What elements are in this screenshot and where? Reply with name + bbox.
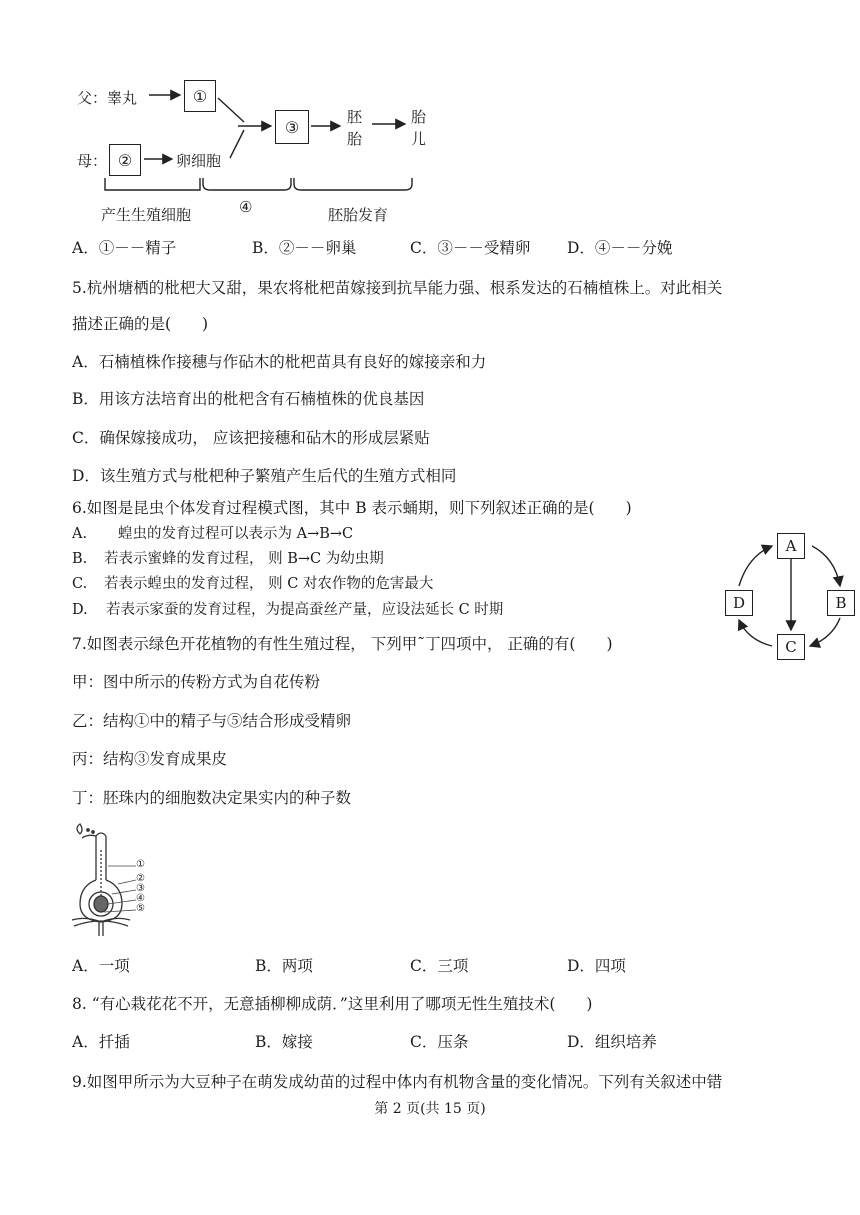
fig-label-5: ⑤ xyxy=(136,903,145,914)
stage-a-box: A xyxy=(777,533,805,559)
fig-label-2: ② xyxy=(136,873,145,884)
q8-option-a: A．扦插 xyxy=(72,1033,130,1051)
q7-option-a: A．一项 xyxy=(72,957,130,975)
q6-option-a-text: 蝗虫的发育过程可以表示为 A→B→C xyxy=(118,526,354,542)
fig-label-1: ① xyxy=(136,859,145,870)
q4-option-a: A．①－－精子 xyxy=(72,239,177,257)
page-footer: 第 2 页(共 15 页) xyxy=(374,1101,486,1117)
q4-option-d: D．④－－分娩 xyxy=(567,239,673,257)
box-1: ① xyxy=(184,80,216,112)
stage-embryo-development: 胚胎发育 xyxy=(328,206,389,224)
stage-d-box: D xyxy=(725,590,753,616)
q7-stem: 7.如图表示绿色开花植物的有性生殖过程， 下列甲˜丁四项中， 正确的有( ) xyxy=(72,635,613,653)
q7-option-c: C．三项 xyxy=(410,957,469,975)
stage-produce-cells: 产生生殖细胞 xyxy=(101,206,192,224)
q7-option-b: B．两项 xyxy=(255,957,313,975)
q7-option-d: D．四项 xyxy=(567,957,626,975)
q5-option-b: B．用该方法培育出的枇杷含有石楠植株的优良基因 xyxy=(72,390,425,408)
q4-option-c: C．③－－受精卵 xyxy=(410,239,531,257)
fetus-label-bottom: 儿 xyxy=(411,130,427,148)
q8-option-b: B．嫁接 xyxy=(255,1033,313,1051)
flower-pistil-figure xyxy=(66,820,156,938)
q8-option-d: D．组织培养 xyxy=(567,1033,657,1051)
embryo-label-top: 胚 xyxy=(347,108,363,126)
q5-stem-line1: 5.杭州塘栖的枇杷大又甜，果农将枇杷苗嫁接到抗旱能力强、根系发达的石楠植株上。对此相关 xyxy=(72,279,723,297)
q5-option-c: C．确保嫁接成功， 应该把接穗和砧木的形成层紧贴 xyxy=(72,429,430,447)
q7-item-ding: 丁：胚珠内的细胞数决定果实内的种子数 xyxy=(72,789,352,807)
q6-stem: 6.如图是昆虫个体发育过程模式图，其中 B 表示蛹期，则下列叙述正确的是( ) xyxy=(72,499,632,517)
reproduction-flow-diagram xyxy=(60,70,460,230)
mother-label: 母： xyxy=(77,152,108,170)
q7-item-yi: 乙：结构①中的精子与⑤结合形成受精卵 xyxy=(72,712,352,730)
insect-lifecycle-diagram xyxy=(720,528,860,668)
q6-option-c-letter: C. xyxy=(72,576,88,592)
fig-label-3: ③ xyxy=(136,883,145,894)
father-label: 父：睾丸 xyxy=(77,89,138,107)
q4-option-b: B．②－－卵巢 xyxy=(252,239,357,257)
stage-c-box: C xyxy=(777,634,805,660)
q7-item-jia: 甲：图中所示的传粉方式为自花传粉 xyxy=(72,673,321,691)
q6-option-b-letter: B. xyxy=(72,551,88,567)
box-3: ③ xyxy=(275,110,309,144)
q6-option-d-text: 若表示家蚕的发育过程，为提高蚕丝产量，应设法延长 C 时期 xyxy=(106,602,504,618)
q6-option-b-text: 若表示蜜蜂的发育过程， 则 B→C 为幼虫期 xyxy=(104,551,384,567)
q6-option-a-letter: A. xyxy=(72,526,88,542)
egg-cell-label: 卵细胞 xyxy=(176,152,222,170)
embryo-label-bottom: 胎 xyxy=(347,130,363,148)
q8-stem: 8. “有心栽花花不开，无意插柳柳成荫．”这里利用了哪项无性生殖技术( ) xyxy=(72,995,593,1013)
q5-stem-line2: 描述正确的是( ) xyxy=(72,315,209,333)
fig-label-4: ④ xyxy=(136,893,145,904)
flow-arrows xyxy=(60,70,460,230)
box-2: ② xyxy=(109,144,141,176)
q8-option-c: C．压条 xyxy=(410,1033,469,1051)
stage-4: ④ xyxy=(239,198,253,216)
q6-option-c-text: 若表示蝗虫的发育过程， 则 C 对农作物的危害最大 xyxy=(104,576,434,592)
q5-option-d: D．该生殖方式与枇杷种子繁殖产生后代的生殖方式相同 xyxy=(72,467,457,485)
q6-option-d-letter: D. xyxy=(72,602,88,618)
q9-stem: 9.如图甲所示为大豆种子在萌发成幼苗的过程中体内有机物含量的变化情况。下列有关叙述中错 xyxy=(72,1073,723,1091)
q7-item-bing: 丙：结构③发育成果皮 xyxy=(72,750,228,768)
q5-option-a: A．石楠植株作接穗与作砧木的枇杷苗具有良好的嫁接亲和力 xyxy=(72,353,487,371)
stage-b-box: B xyxy=(827,590,855,616)
fetus-label-top: 胎 xyxy=(411,108,427,126)
